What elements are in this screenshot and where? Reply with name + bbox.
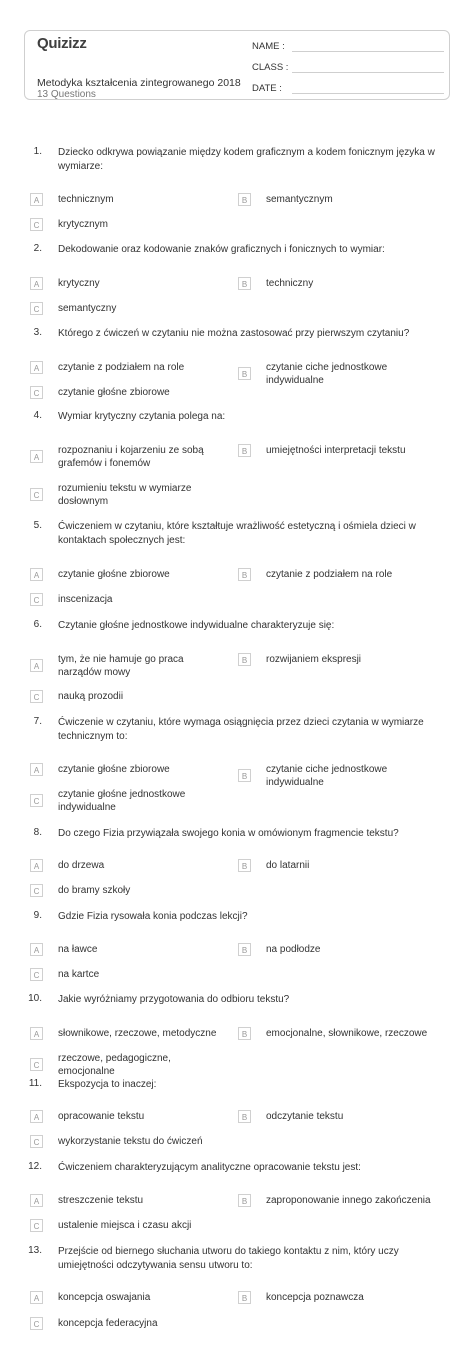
option-letter-box[interactable]: B [238,1110,251,1123]
option-text: nauką prozodii [58,691,124,702]
question-text: Przejście od biernego słuchania utworu do takiego kontaktu z nim, który uczy umiejętności odczytywania sensu utworu to: [58,1246,399,1271]
option-letter-box[interactable]: C [30,488,43,501]
question-text: Dekodowanie oraz kodowanie znaków graficznych i fonicznych to wymiar: [58,244,385,255]
question-number: 5. [33,520,42,531]
question-number: 10. [28,993,42,1004]
option-text: na podłodze [266,944,321,955]
option-letter-box[interactable]: B [238,568,251,581]
option-text: czytanie głośne jednostkowe indywidualne [58,789,186,813]
option-text: krytyczny [58,278,100,289]
question-number: 8. [33,827,42,838]
date-line [292,93,444,94]
option-letter-box[interactable]: C [30,218,43,231]
class-line [292,72,444,73]
option-text: do bramy szkoły [58,885,131,896]
option-text: wykorzystanie tekstu do ćwiczeń [58,1136,203,1147]
option-letter-box[interactable]: B [238,653,251,666]
option-text: krytycznym [58,219,108,230]
answer-option-b[interactable] [238,1291,448,1321]
question-text: Do czego Fizia przywiązała swojego konia w omówionym fragmencie tekstu? [58,828,399,839]
option-text: czytanie głośne zbiorowe [58,387,170,398]
option-letter-box[interactable]: A [30,859,43,872]
option-letter-box[interactable]: A [30,568,43,581]
option-text: streszczenie tekstu [58,1195,144,1206]
option-text: emocjonalne, słownikowe, rzeczowe [266,1028,428,1039]
option-letter-box[interactable]: A [30,1194,43,1207]
option-text: na ławce [58,944,98,955]
option-letter-box[interactable]: A [30,277,43,290]
answer-option-b[interactable] [238,1110,448,1140]
option-letter-box[interactable]: A [30,943,43,956]
option-text: techniczny [266,278,314,289]
option-text: semantyczny [58,303,117,314]
class-field[interactable] [252,62,288,73]
answer-option-b[interactable] [238,1194,448,1224]
option-text: do drzewa [58,860,105,871]
option-letter-box[interactable]: A [30,193,43,206]
option-letter-box[interactable]: A [30,361,43,374]
answer-option-b[interactable] [238,1027,448,1057]
question-number: 4. [33,410,42,421]
option-letter-box[interactable]: B [238,367,251,380]
option-letter-box[interactable]: C [30,1058,43,1071]
answer-option-b[interactable] [238,193,448,223]
question-text: Ćwiczeniem w czytaniu, które kształtuje wrażliwość estetyczną i ośmiela dzieci w kontaktach społecznych jest: [58,521,416,546]
answer-option-a[interactable] [30,444,230,474]
question-number: 6. [33,619,42,630]
option-text: inscenizacja [58,594,113,605]
question-count: 13 Questions [37,89,96,100]
answer-option-c[interactable] [30,1317,230,1347]
question-number: 9. [33,910,42,921]
option-text: tym, że nie hamuje go praca narządów mowy [58,654,184,678]
option-text: technicznym [58,194,114,205]
option-text: słownikowe, rzeczowe, metodyczne [58,1028,217,1039]
answer-option-a[interactable] [30,653,230,683]
question-text: Jakie wyróżniamy przygotowania do odbioru tekstu? [58,994,290,1005]
option-letter-box[interactable]: B [238,277,251,290]
option-text: czytanie głośne zbiorowe [58,569,170,580]
question-number: 13. [28,1245,42,1256]
answer-option-b[interactable] [238,277,448,307]
name-line [292,51,444,52]
option-letter-box[interactable]: B [238,193,251,206]
question-number: 7. [33,716,42,727]
option-text: na kartce [58,969,100,980]
question-number: 1. [33,146,42,157]
question-number: 2. [33,243,42,254]
worksheet-header [24,30,450,100]
option-letter-box[interactable]: B [238,1291,251,1304]
option-letter-box[interactable]: C [30,968,43,981]
answer-option-c[interactable] [30,788,230,818]
option-text: rozwijaniem ekspresji [266,654,362,665]
option-letter-box[interactable]: A [30,1110,43,1123]
question-number: 11. [28,1078,42,1089]
option-text: czytanie ciche jednostkowe indywidualne [266,362,388,386]
option-letter-box[interactable]: C [30,884,43,897]
question-text: Wymiar krytyczny czytania polega na: [58,411,226,422]
option-letter-box[interactable]: B [238,859,251,872]
option-letter-box[interactable]: B [238,1027,251,1040]
answer-option-b[interactable] [238,763,448,793]
date-label: DATE : [252,83,282,94]
option-text: odczytanie tekstu [266,1111,344,1122]
option-letter-box[interactable]: B [238,769,251,782]
option-letter-box[interactable]: B [238,444,251,457]
option-letter-box[interactable]: C [30,302,43,315]
option-letter-box[interactable]: C [30,386,43,399]
question-text: Dziecko odkrywa powiązanie między kodem graficznym a kodem fonicznym języka w wymiarze: [58,147,435,172]
option-text: do latarnii [266,860,310,871]
answer-option-b[interactable] [238,943,448,973]
answer-option-b[interactable] [238,444,448,474]
option-letter-box[interactable]: A [30,450,43,463]
option-text: rozpoznaniu i kojarzeniu ze sobą grafemów i fonemów [58,445,204,469]
option-text: koncepcja poznawcza [266,1292,364,1303]
name-field[interactable] [252,41,285,52]
option-text: koncepcja federacyjna [58,1318,158,1329]
option-letter-box[interactable]: B [238,943,251,956]
date-field[interactable] [252,83,282,94]
class-label: CLASS : [252,62,289,73]
question-number: 3. [33,327,42,338]
question-text: Ekspozycja to inaczej: [58,1079,157,1090]
option-letter-box[interactable]: C [30,593,43,606]
answer-option-b[interactable] [238,653,448,683]
quizizz-logo: Quizizz [37,35,87,52]
option-letter-box[interactable]: A [30,763,43,776]
question-text: Czytanie głośne jednostkowe indywidualne charakteryzuje się: [58,620,335,631]
option-letter-box[interactable]: A [30,1291,43,1304]
worksheet-title: Metodyka kształcenia zintegrowanego 2018 [37,77,241,89]
option-letter-box[interactable]: A [30,1027,43,1040]
option-letter-box[interactable]: C [30,690,43,703]
option-letter-box[interactable]: C [30,1219,43,1232]
option-letter-box[interactable]: A [30,659,43,672]
option-letter-box[interactable]: C [30,794,43,807]
answer-option-c[interactable] [30,482,230,512]
option-letter-box[interactable]: C [30,1317,43,1330]
option-text: ustalenie miejsca i czasu akcji [58,1220,192,1231]
option-text: zaproponowanie innego zakończenia [266,1195,431,1206]
option-letter-box[interactable]: C [30,1135,43,1148]
option-text: opracowanie tekstu [58,1111,145,1122]
option-text: koncepcja oswajania [58,1292,151,1303]
question-text: Gdzie Fizia rysowała konia podczas lekcji? [58,911,248,922]
option-letter-box[interactable]: B [238,1194,251,1207]
question-text: Ćwiczenie w czytaniu, które wymaga osiągnięcia przez dzieci czytania w wymiarze technicznym to: [58,717,424,742]
question-text: Ćwiczeniem charakteryzującym analityczne opracowanie tekstu jest: [58,1162,361,1173]
answer-option-b[interactable] [238,568,448,598]
option-text: czytanie głośne zbiorowe [58,764,170,775]
name-label: NAME : [252,41,285,52]
option-text: czytanie ciche jednostkowe indywidualne [266,764,388,788]
option-text: czytanie z podziałem na role [58,362,185,373]
answer-option-b[interactable] [238,361,448,391]
answer-option-b[interactable] [238,859,448,889]
question-text: Którego z ćwiczeń w czytaniu nie można zastosować przy pierwszym czytaniu? [58,328,410,339]
option-text: umiejętności interpretacji tekstu [266,445,406,456]
option-text: rozumieniu tekstu w wymiarze dosłownym [58,483,192,507]
question-number: 12. [28,1161,42,1172]
option-text: rzeczowe, pedagogiczne, emocjonalne [58,1053,171,1077]
option-text: czytanie z podziałem na role [266,569,393,580]
option-text: semantycznym [266,194,333,205]
